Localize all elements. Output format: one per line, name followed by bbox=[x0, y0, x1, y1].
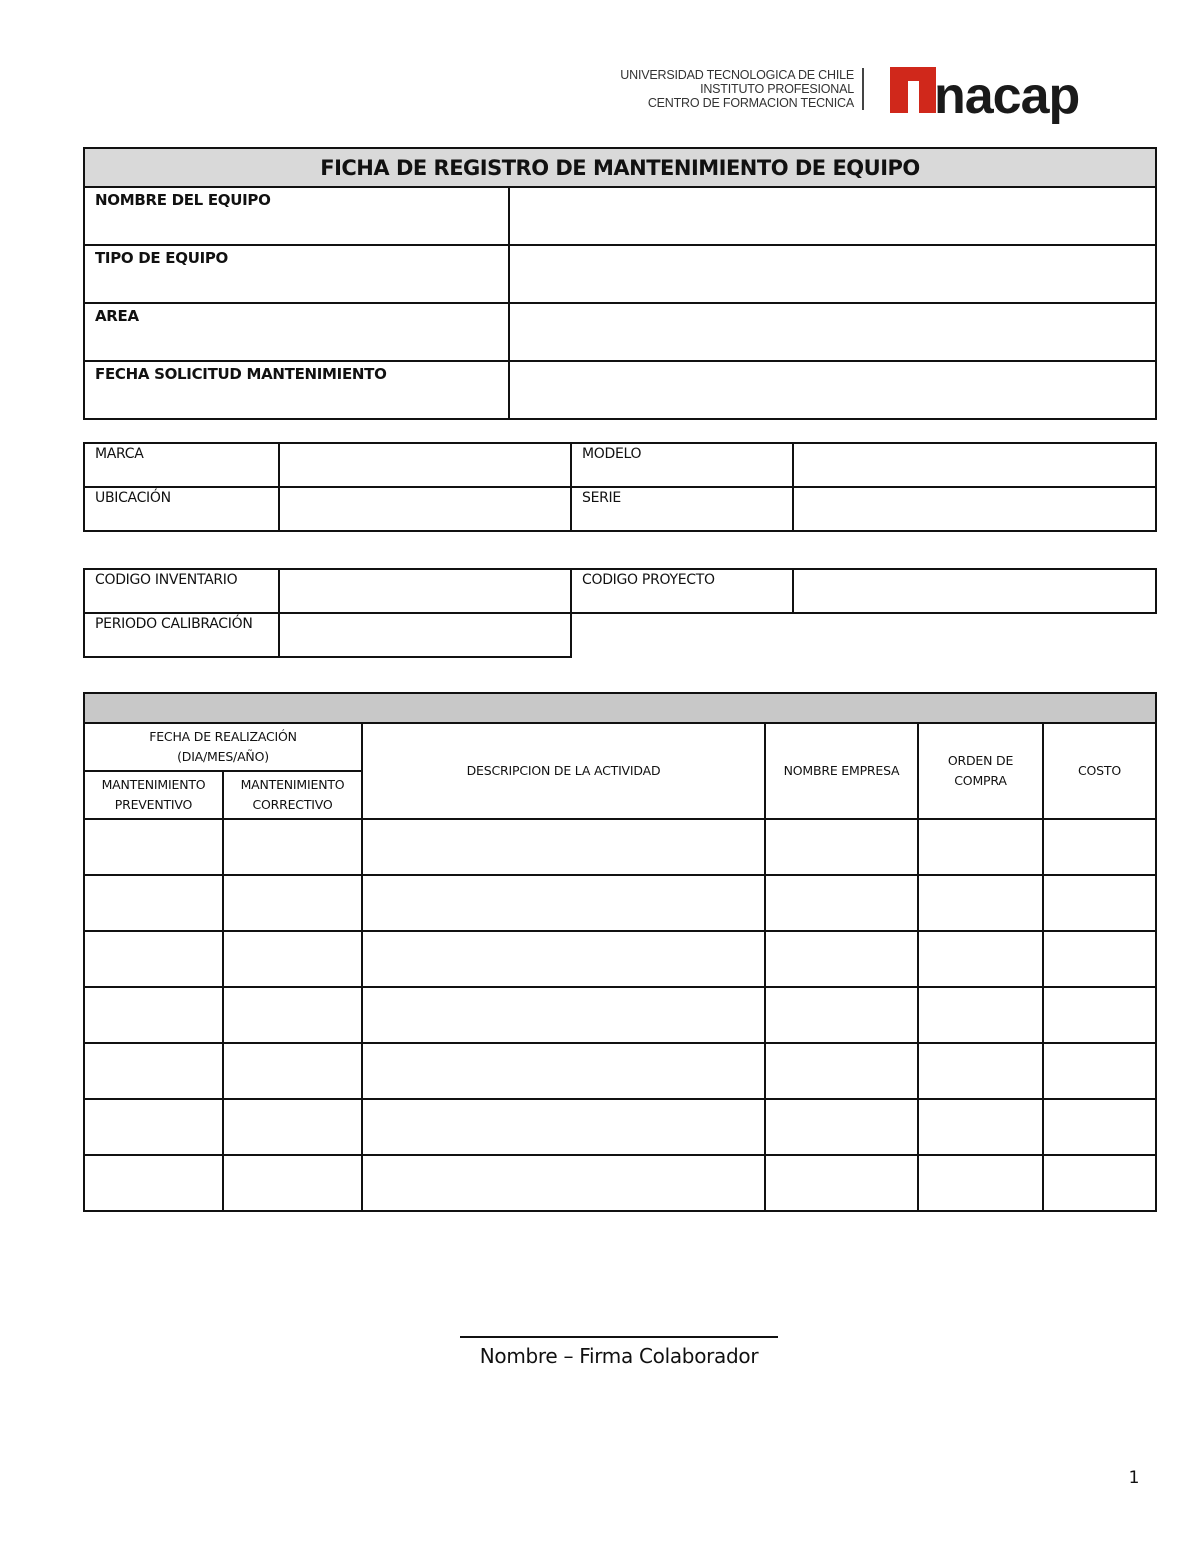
preventive-line: MANTENIMIENTO bbox=[101, 777, 206, 792]
table-row bbox=[84, 819, 1156, 875]
purchase-order-cell[interactable] bbox=[918, 819, 1043, 875]
cost-cell[interactable] bbox=[1043, 987, 1156, 1043]
project-code-label: CODIGO PROYECTO bbox=[571, 569, 793, 613]
execution-date-header bbox=[84, 723, 362, 771]
request-date-label: FECHA SOLICITUD MANTENIMIENTO bbox=[84, 361, 509, 419]
brand-field[interactable] bbox=[279, 443, 571, 487]
description-header: DESCRIPCION DE LA ACTIVIDAD bbox=[362, 723, 765, 819]
corrective-date-cell[interactable] bbox=[223, 875, 362, 931]
corrective-date-cell[interactable] bbox=[223, 931, 362, 987]
purchase-order-cell[interactable] bbox=[918, 987, 1043, 1043]
institution-line: CENTRO DE FORMACION TECNICA bbox=[647, 96, 854, 110]
equipment-type-label: TIPO DE EQUIPO bbox=[84, 245, 509, 303]
calibration-period-field[interactable] bbox=[279, 613, 571, 657]
cost-cell[interactable] bbox=[1043, 931, 1156, 987]
brand-label: MARCA bbox=[84, 443, 279, 487]
purchase-order-cell[interactable] bbox=[918, 875, 1043, 931]
table-row bbox=[84, 875, 1156, 931]
purchase-order-cell[interactable] bbox=[918, 1043, 1043, 1099]
cost-cell[interactable] bbox=[1043, 819, 1156, 875]
company-cell[interactable] bbox=[765, 875, 918, 931]
inventory-code-field[interactable] bbox=[279, 569, 571, 613]
description-cell[interactable] bbox=[362, 819, 765, 875]
execution-date-format: (DIA/MES/AÑO) bbox=[177, 749, 269, 764]
corrective-date-cell[interactable] bbox=[223, 987, 362, 1043]
cost-cell[interactable] bbox=[1043, 1099, 1156, 1155]
preventive-date-cell[interactable] bbox=[84, 987, 223, 1043]
institution-line: INSTITUTO PROFESIONAL bbox=[700, 82, 854, 96]
company-cell[interactable] bbox=[765, 1155, 918, 1211]
table-row bbox=[84, 931, 1156, 987]
request-date-field[interactable] bbox=[509, 361, 1156, 419]
inacap-logo-text: nacap bbox=[934, 67, 1080, 125]
preventive-date-cell[interactable] bbox=[84, 931, 223, 987]
corrective-date-cell[interactable] bbox=[223, 1099, 362, 1155]
location-field[interactable] bbox=[279, 487, 571, 531]
execution-date-title: FECHA DE REALIZACIÓN bbox=[149, 729, 297, 744]
device-details-table bbox=[83, 442, 1157, 532]
inventory-code-label: CODIGO INVENTARIO bbox=[84, 569, 279, 613]
signature-line[interactable] bbox=[460, 1336, 778, 1338]
description-cell[interactable] bbox=[362, 987, 765, 1043]
company-cell[interactable] bbox=[765, 1099, 918, 1155]
location-label: UBICACIÓN bbox=[84, 487, 279, 531]
purchase-order-cell[interactable] bbox=[918, 1099, 1043, 1155]
area-field[interactable] bbox=[509, 303, 1156, 361]
table-row bbox=[84, 1099, 1156, 1155]
cost-cell[interactable] bbox=[1043, 1043, 1156, 1099]
inacap-logo bbox=[890, 67, 1108, 129]
preventive-date-cell[interactable] bbox=[84, 1043, 223, 1099]
purchase-order-header bbox=[918, 723, 1043, 819]
description-cell[interactable] bbox=[362, 931, 765, 987]
equipment-type-field[interactable] bbox=[509, 245, 1156, 303]
model-label: MODELO bbox=[571, 443, 793, 487]
company-cell[interactable] bbox=[765, 819, 918, 875]
project-code-field[interactable] bbox=[793, 569, 1156, 613]
table-row bbox=[84, 987, 1156, 1043]
serial-label: SERIE bbox=[571, 487, 793, 531]
description-cell[interactable] bbox=[362, 1099, 765, 1155]
preventive-line: PREVENTIVO bbox=[114, 797, 193, 812]
cost-cell[interactable] bbox=[1043, 875, 1156, 931]
company-header: NOMBRE EMPRESA bbox=[765, 723, 918, 819]
equipment-name-field[interactable] bbox=[509, 187, 1156, 245]
purchase-order-cell[interactable] bbox=[918, 1155, 1043, 1211]
cost-cell[interactable] bbox=[1043, 1155, 1156, 1211]
description-cell[interactable] bbox=[362, 875, 765, 931]
purchase-order-line: ORDEN DE bbox=[947, 753, 1014, 768]
institution-names bbox=[560, 68, 854, 110]
preventive-date-cell[interactable] bbox=[84, 1155, 223, 1211]
equipment-name-label: NOMBRE DEL EQUIPO bbox=[84, 187, 509, 245]
corrective-date-cell[interactable] bbox=[223, 1043, 362, 1099]
page-number: 1 bbox=[1128, 1468, 1140, 1488]
corrective-date-cell[interactable] bbox=[223, 819, 362, 875]
corrective-line: MANTENIMIENTO bbox=[240, 777, 345, 792]
company-cell[interactable] bbox=[765, 931, 918, 987]
preventive-date-cell[interactable] bbox=[84, 875, 223, 931]
cost-header: COSTO bbox=[1043, 723, 1156, 819]
table-header-band bbox=[84, 693, 1156, 723]
preventive-header bbox=[84, 771, 223, 819]
codes-table bbox=[83, 568, 1157, 658]
company-cell[interactable] bbox=[765, 1043, 918, 1099]
preventive-date-cell[interactable] bbox=[84, 1099, 223, 1155]
form-title: FICHA DE REGISTRO DE MANTENIMIENTO DE EQUIPO bbox=[84, 148, 1156, 187]
company-cell[interactable] bbox=[765, 987, 918, 1043]
model-field[interactable] bbox=[793, 443, 1156, 487]
maintenance-log-table bbox=[83, 692, 1157, 1212]
calibration-period-label: PERIODO CALIBRACIÓN bbox=[84, 613, 279, 657]
preventive-date-cell[interactable] bbox=[84, 819, 223, 875]
purchase-order-cell[interactable] bbox=[918, 931, 1043, 987]
equipment-info-table bbox=[83, 147, 1157, 420]
description-cell[interactable] bbox=[362, 1155, 765, 1211]
serial-field[interactable] bbox=[793, 487, 1156, 531]
institution-line: UNIVERSIDAD TECNOLOGICA DE CHILE bbox=[620, 68, 854, 82]
purchase-order-line: COMPRA bbox=[954, 773, 1007, 788]
description-cell[interactable] bbox=[362, 1043, 765, 1099]
corrective-line: CORRECTIVO bbox=[252, 797, 333, 812]
signature-label: Nombre – Firma Colaborador bbox=[479, 1344, 759, 1368]
logo-divider bbox=[862, 68, 864, 110]
empty-space bbox=[571, 613, 1156, 657]
corrective-header bbox=[223, 771, 362, 819]
table-row bbox=[84, 1155, 1156, 1211]
table-row bbox=[84, 1043, 1156, 1099]
area-label: AREA bbox=[84, 303, 509, 361]
corrective-date-cell[interactable] bbox=[223, 1155, 362, 1211]
